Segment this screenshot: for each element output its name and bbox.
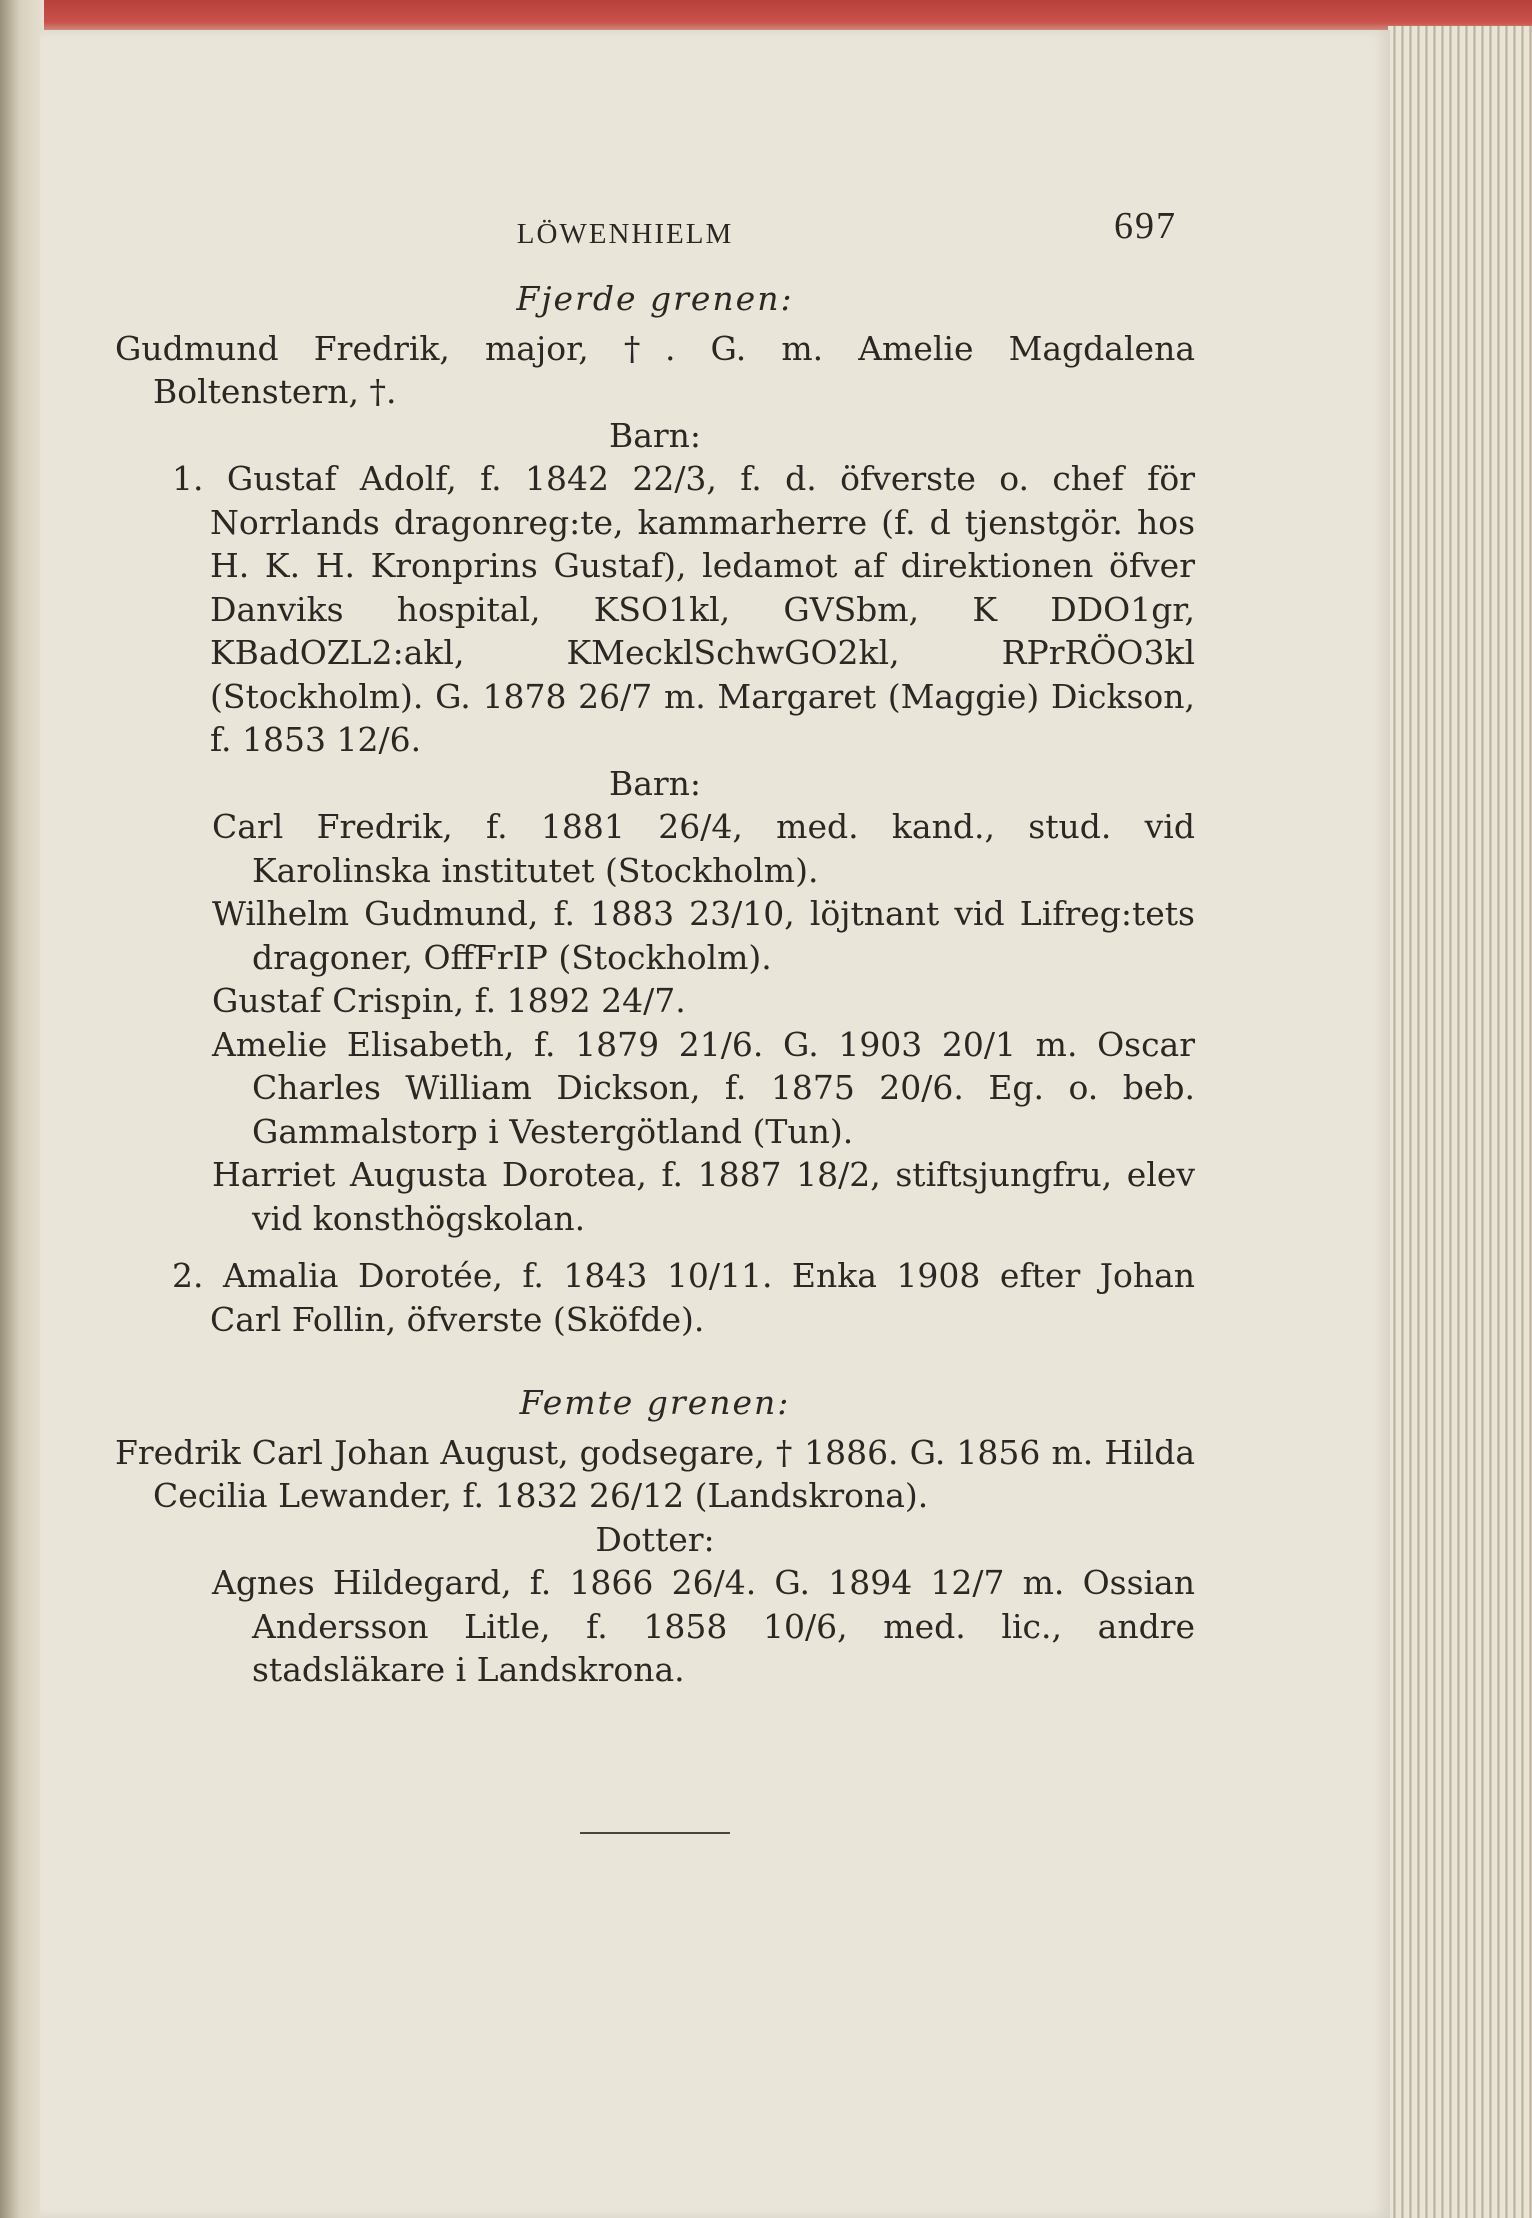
book-page	[40, 30, 1390, 2218]
entry-agnes-hildegard: Agnes Hildegard, f. 1866 26/4. G. 1894 12/7 m. Ossian Andersson Litle, f. 1858 10/6, med. lic., andre stadsläkare i Landskrona.	[212, 1563, 1195, 1689]
entry-gustaf-adolf: 1. Gustaf Adolf, f. 1842 22/3, f. d. öfverste o. chef för Norrlands dragonreg:te, kammarherre (f. d tjenstgör. hos H. K. H. Kronprins Gustaf), ledamot af direktionen öfver Danviks hospital, KSO1kl, GVSbm, K DDO1gr, KBadOZL2:akl, KMecklSchwGO2kl, RPrRÖO3kl (Stockholm). G. 1878 26/7 m. Margaret (Maggie) Dickson, f. 1853 12/6.	[172, 459, 1195, 759]
page-edges	[1388, 26, 1532, 2218]
entry-wilhelm-gudmund: Wilhelm Gudmund, f. 1883 23/10, löjtnant vid Lifreg:tets dragoner, OffFrIP (Stockholm).	[212, 894, 1195, 977]
entry-gudmund-fredrik: Gudmund Fredrik, major, †. G. m. Amelie Magdalena Boltenstern, †.	[115, 328, 1195, 411]
section-heading-femte: Femte grenen:	[519, 1383, 791, 1422]
entry-harriet-augusta: Harriet Augusta Dorotea, f. 1887 18/2, stiftsjungfru, elev vid konsthögskolan.	[212, 1155, 1195, 1238]
page-number: 697	[1114, 205, 1177, 247]
section-heading-fjarde: Fjerde grenen:	[516, 279, 794, 318]
entry-amelie-elisabeth: Amelie Elisabeth, f. 1879 21/6. G. 1903 20/1 m. Oscar Charles William Dickson, f. 1875 20/6. Eg. o. beb. Gammalstorp i Vestergötland (Tun).	[212, 1024, 1195, 1151]
closing-rule	[580, 1832, 730, 1834]
book-spine	[0, 0, 44, 2218]
daughter-label: Dotter:	[595, 1519, 715, 1559]
running-header	[115, 205, 1195, 267]
entry-amalia-dorotee: 2. Amalia Dorotée, f. 1843 10/11. Enka 1908 efter Johan Carl Follin, öfverste (Sköfde).	[172, 1256, 1195, 1339]
running-title: LÖWENHIELM	[516, 218, 734, 250]
page-text	[115, 205, 1195, 1692]
entry-gustaf-crispin: Gustaf Crispin, f. 1892 24/7.	[212, 981, 686, 1020]
entry-carl-fredrik: Carl Fredrik, f. 1881 26/4, med. kand., stud. vid Karolinska institutet (Stockholm).	[212, 807, 1195, 890]
children-label: Barn:	[608, 415, 702, 455]
grandchildren-label: Barn:	[608, 763, 702, 803]
entry-fredrik-carl-johan: Fredrik Carl Johan August, godsegare, † 1886. G. 1856 m. Hilda Cecilia Lewander, f. 1832 26/12 (Landskrona).	[115, 1432, 1195, 1515]
